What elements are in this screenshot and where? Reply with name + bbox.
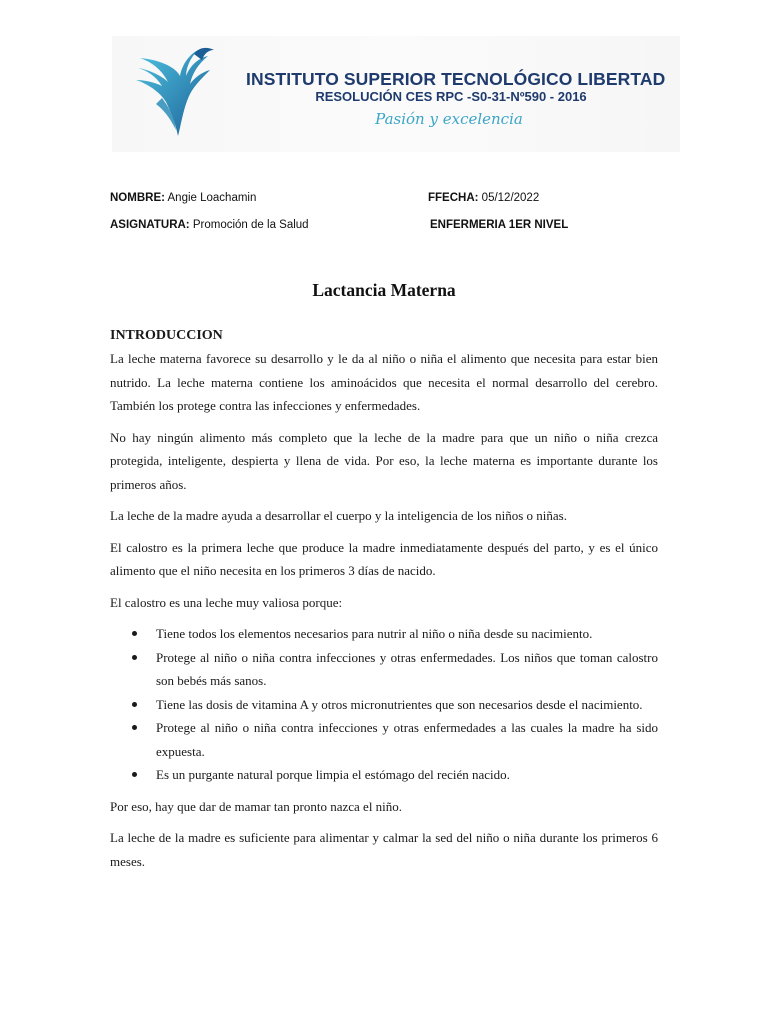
list-item <box>110 716 658 763</box>
institution-motto: Pasión y excelencia <box>375 110 523 128</box>
bullet-icon <box>132 655 137 660</box>
list-item <box>110 693 658 717</box>
student-name: Angie Loachamin <box>167 192 257 204</box>
subject-value: Promoción de la Salud <box>192 219 309 231</box>
list-item-text: Es un purgante natural porque limpia el estómago del recién nacido. <box>156 767 510 782</box>
institution-name: INSTITUTO SUPERIOR TECNOLÓGICO LIBERTAD <box>246 69 666 89</box>
list-item-text: Tiene las dosis de vitamina A y otros micronutrientes que son necesarios desde el nacimiento. <box>156 696 643 712</box>
paragraph: Por eso, hay que dar de mamar tan pronto nazca el niño. <box>110 798 403 814</box>
bullet-icon <box>132 631 137 636</box>
bullet-list <box>110 622 658 787</box>
bullet-icon <box>132 702 137 707</box>
level-line <box>430 219 568 231</box>
date-label: FFECHA: <box>428 192 479 204</box>
list-item-text: Protege al niño o niña contra infecciones y otras enfermedades a las cuales la madre ha sido expuesta. <box>156 720 658 759</box>
paragraph: No hay ningún alimento más completo que la leche de la madre para que un niño o niña crezca protegida, inteligente, despierta y llena de vida. Por eso, la leche materna es importante durante los primeros años. <box>110 429 658 492</box>
paragraph: El calostro es una leche muy valiosa porque: <box>110 594 343 610</box>
bullet-icon <box>132 772 137 777</box>
list-item-text: Tiene todos los elementos necesarios para nutrir al niño o niña desde su nacimiento. <box>156 626 593 641</box>
date-line <box>428 192 539 204</box>
phoenix-bird-logo-icon <box>132 40 222 140</box>
document-title: Lactancia Materna <box>312 280 456 300</box>
resolution-number: RESOLUCIÓN CES RPC -S0-31-Nº590 - 2016 <box>315 89 587 104</box>
paragraph: La leche de la madre es suficiente para alimentar y calmar la sed del niño o niña durante los primeros 6 meses. <box>110 830 658 869</box>
document-body <box>110 326 658 881</box>
paragraph: El calostro es la primera leche que produce la madre inmediatamente después del parto, y es el único alimento que el niño necesita en los primeros 3 días de nacido. <box>110 539 658 578</box>
name-label: NOMBRE: <box>110 192 165 204</box>
list-item-text: Protege al niño o niña contra infecciones y otras enfermedades. Los niños que toman calostro son bebés más sanos. <box>156 649 658 688</box>
list-item <box>110 646 658 693</box>
bullet-icon <box>132 725 137 730</box>
subject-label: ASIGNATURA: <box>110 219 190 231</box>
list-item <box>110 622 658 646</box>
paragraph: La leche de la madre ayuda a desarrollar el cuerpo y la inteligencia de los niños o niñas. <box>110 508 567 523</box>
subject-line <box>110 219 309 231</box>
course-level: ENFERMERIA 1ER NIVEL <box>430 219 569 231</box>
student-name-line <box>110 192 256 204</box>
list-item <box>110 763 658 787</box>
date-value: 05/12/2022 <box>481 192 540 204</box>
section-heading: INTRODUCCION <box>110 328 223 343</box>
paragraph: La leche materna favorece su desarrollo y le da al niño o niña el alimento que necesita para estar bien nutrido. La leche materna contiene los aminoácidos que necesita el normal desarrollo del cerebro. También los protege contra las infecciones y enfermedades. <box>110 351 658 413</box>
